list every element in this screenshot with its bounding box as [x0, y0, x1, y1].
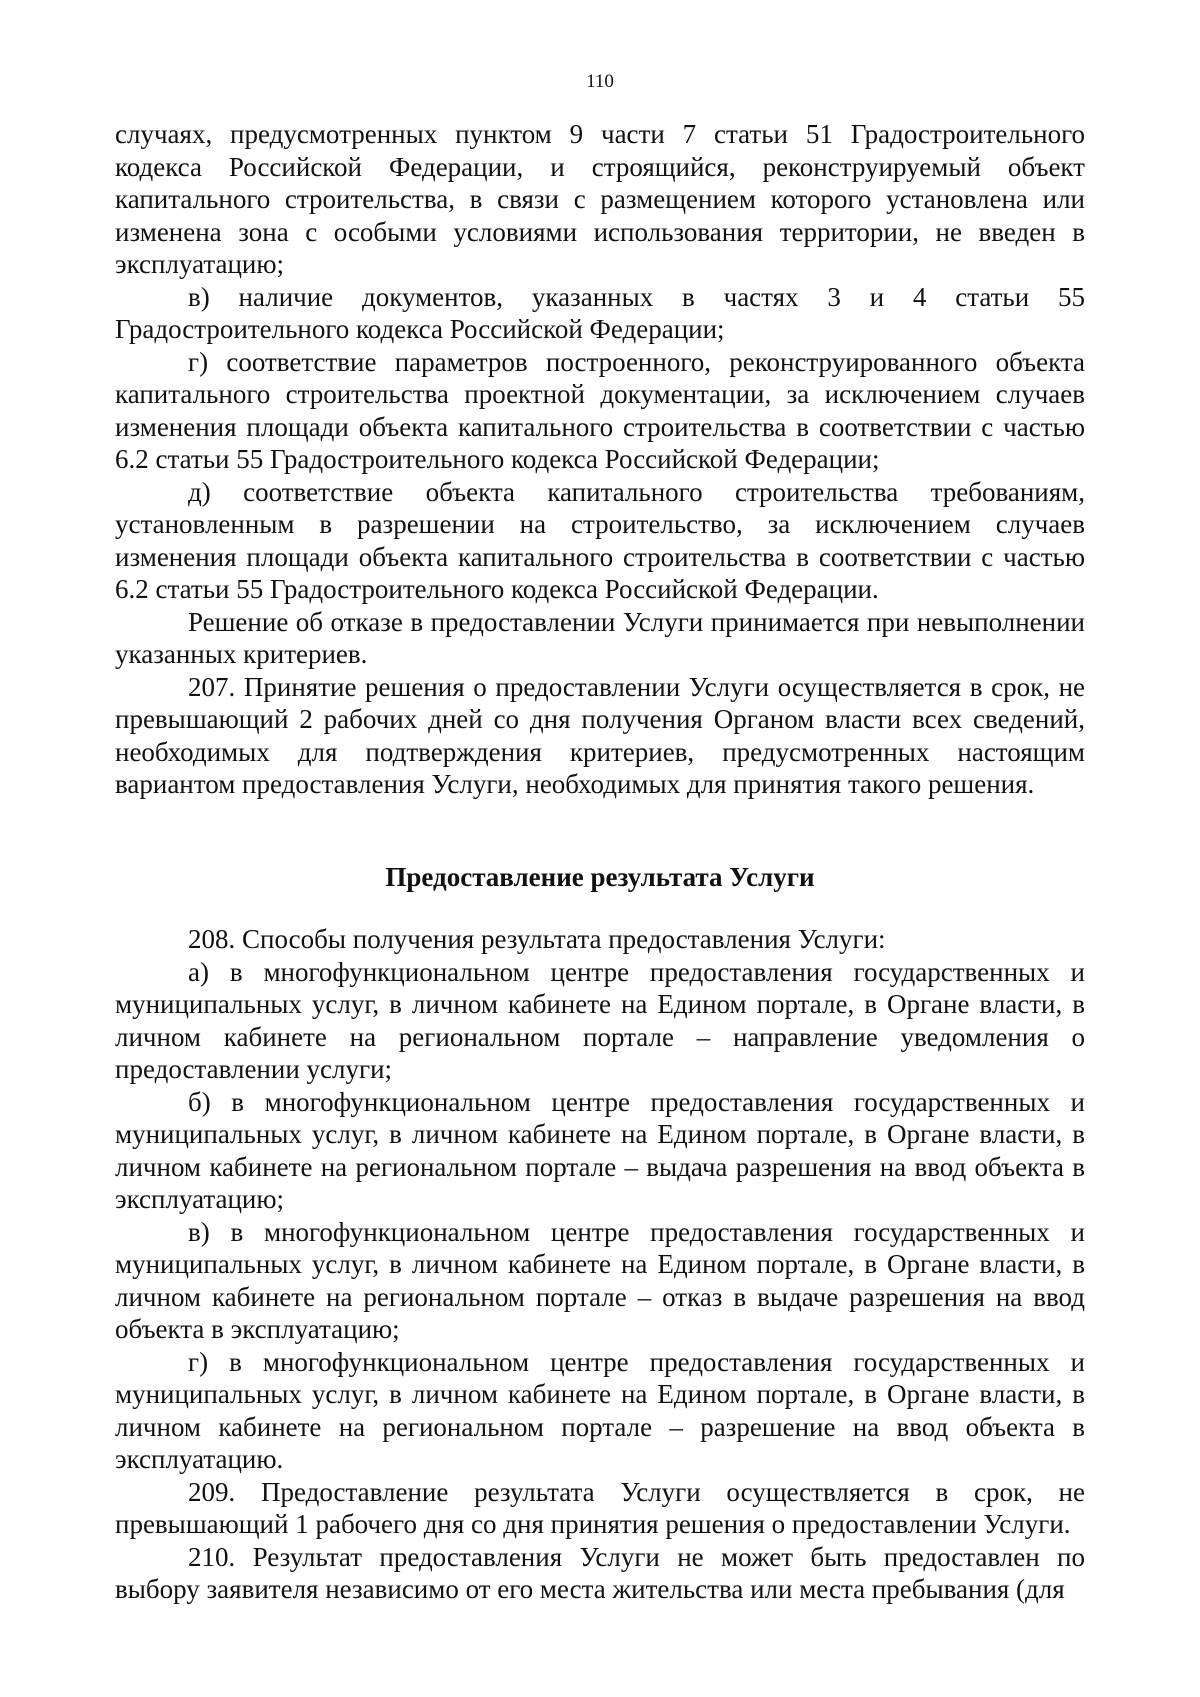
document-body — [115, 118, 1085, 1606]
paragraph: а) в многофункциональном центре предоставления государственных и муниципальных услуг, в личном кабинете на Едином портале, в Органе власти, в личном кабинете на региональном портале – направление уведомления о предоставлении услуги; — [115, 956, 1085, 1084]
section-heading: Предоставление результата Услуги — [385, 861, 815, 892]
paragraph: 207. Принятие решения о предоставлении Услуги осуществляется в срок, не превышающий 2 рабочих дней со дня получения Органом власти всех сведений, необходимых для подтверждения критериев, предусмотренных настоящим вариантом предоставления Услуги, необходимых для принятия такого решения. — [115, 671, 1085, 799]
paragraph: д) соответствие объекта капитального строительства требованиям, установленным в разрешении на строительство, за исключением случаев изменения площади объекта капитального строительства в соответствии с частью 6.2 статьи 55 Градостроительного кодекса Российской Федерации. — [115, 476, 1085, 604]
page-number: 110 — [586, 71, 614, 92]
paragraph: г) в многофункциональном центре предоставления государственных и муниципальных услуг, в личном кабинете на Едином портале, в Органе власти, в личном кабинете на региональном портале – разрешение на ввод объекта в эксплуатацию. — [115, 1346, 1085, 1474]
paragraph: Решение об отказе в предоставлении Услуги принимается при невыполнении указанных критериев. — [115, 606, 1085, 669]
paragraph: б) в многофункциональном центре предоставления государственных и муниципальных услуг, в личном кабинете на Едином портале, в Органе власти, в личном кабинете на региональном портале – выдача разрешения на ввод объекта в эксплуатацию; — [115, 1086, 1085, 1214]
paragraph: 208. Способы получения результата предоставления Услуги: — [188, 924, 886, 954]
paragraph: 209. Предоставление результата Услуги осуществляется в срок, не превышающий 1 рабочего дня со дня принятия решения о предоставлении Услуги. — [115, 1476, 1085, 1539]
paragraphs-before-heading — [115, 118, 1085, 801]
paragraph: в) в многофункциональном центре предоставления государственных и муниципальных услуг, в личном кабинете на Едином портале, в Органе власти, в личном кабинете на региональном портале – отказ в выдаче разрешения на ввод объекта в эксплуатацию; — [115, 1216, 1085, 1344]
paragraph: г) соответствие параметров построенного, реконструированного объекта капитального строительства проектной документации, за исключением случаев изменения площади объекта капитального строительства в соответствии с частью 6.2 статьи 55 Градостроительного кодекса Российской Федерации; — [115, 346, 1085, 474]
paragraphs-after-heading — [115, 923, 1085, 1606]
paragraph: 210. Результат предоставления Услуги не может быть предоставлен по выбору заявителя независимо от его места жительства или места пребывания (для — [115, 1541, 1085, 1604]
paragraph: случаях, предусмотренных пунктом 9 части 7 статьи 51 Градостроительного кодекса Российской Федерации, и строящийся, реконструируемый объект капитального строительства, в связи с размещением которого установлена или изменена зона с особыми условиями использования территории, не введен в эксплуатацию; — [115, 119, 1085, 279]
paragraph: в) наличие документов, указанных в частях 3 и 4 статьи 55 Градостроительного кодекса Российской Федерации; — [115, 281, 1085, 344]
